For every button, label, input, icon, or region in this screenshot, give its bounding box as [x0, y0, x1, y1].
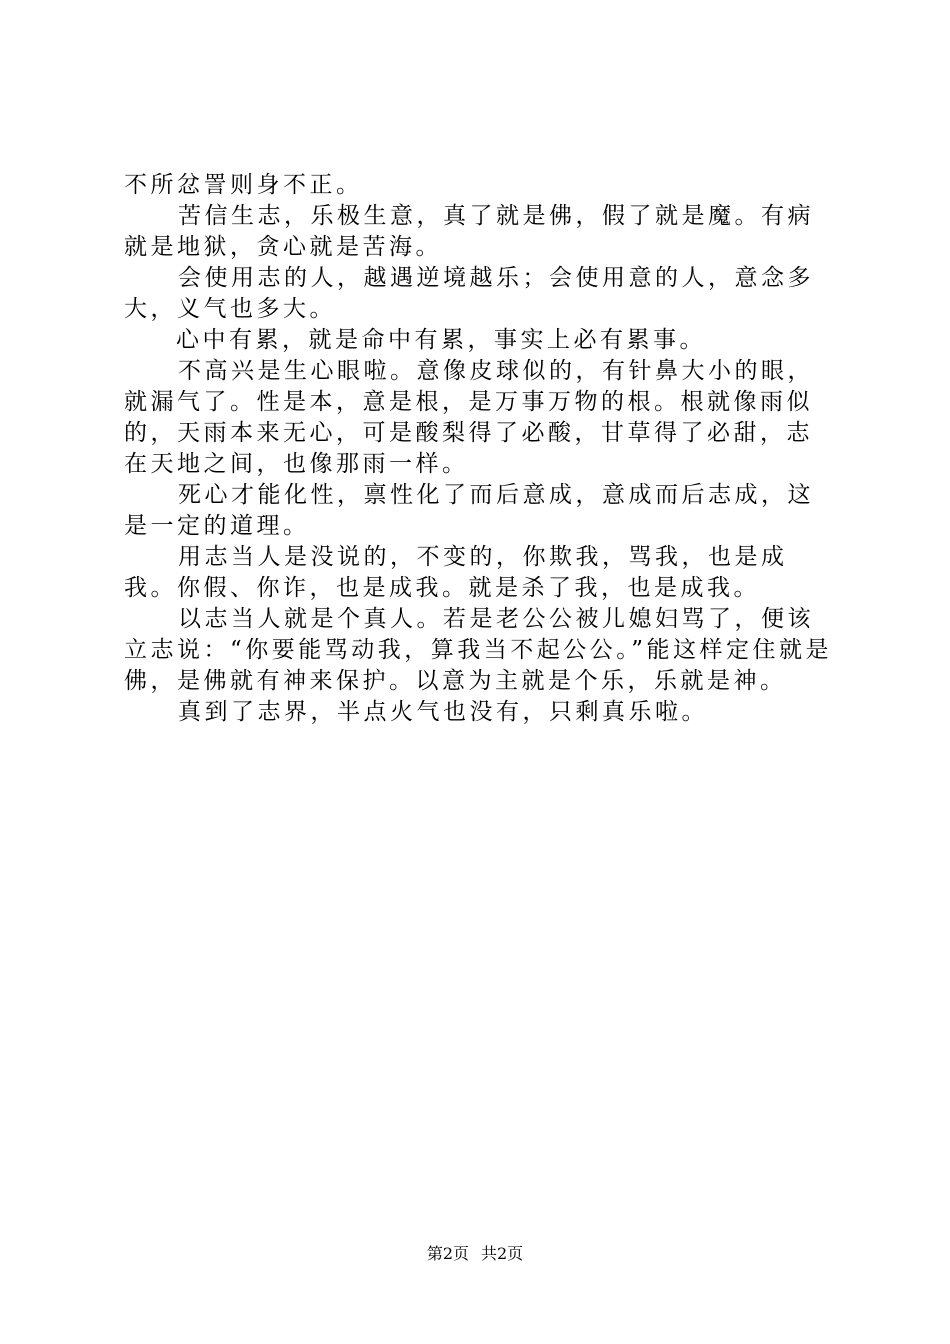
paragraph: 死心才能化性，禀性化了而后意成，意成而后志成，这是一定的道理。 [124, 482, 814, 539]
page-number-total: 共2页 [481, 1244, 524, 1263]
paragraph: 用志当人是没说的，不变的，你欺我，骂我，也是成我。你假、你诈，也是成我。就是杀了我，也是成我。 [124, 544, 788, 601]
paragraph: 心中有累，就是命中有累，事实上必有累事。 [176, 327, 706, 353]
paragraph: 苦信生志，乐极生意，真了就是佛，假了就是魔。有病就是地狱，贪心就是苦海。 [124, 203, 814, 260]
paragraph: 真到了志界，半点火气也没有，只剩真乐啦。 [178, 699, 708, 725]
page-footer [0, 1244, 950, 1264]
paragraph: 不高兴是生心眼啦。意像皮球似的，有针鼻大小的眼，就漏气了。性是本，意是根，是万事万物的根。根就像雨似的，天雨本来无心，可是酸梨得了必酸，甘草得了必甜，志在天地之间，也像那雨一样。 [124, 358, 814, 477]
page-number-current: 第2页 [426, 1244, 469, 1263]
document-body [124, 170, 834, 728]
paragraph: 不所忿詈则身不正。 [124, 172, 363, 198]
paragraph: 以志当人就是个真人。若是老公公被儿媳妇骂了，便该立志说：“你要能骂动我，算我当不起公公。”能这样定住就是佛，是佛就有神来保护。以意为主就是个乐，乐就是神。 [124, 606, 833, 694]
paragraph: 会使用志的人，越遇逆境越乐；会使用意的人，意念多大，义气也多大。 [124, 265, 814, 322]
